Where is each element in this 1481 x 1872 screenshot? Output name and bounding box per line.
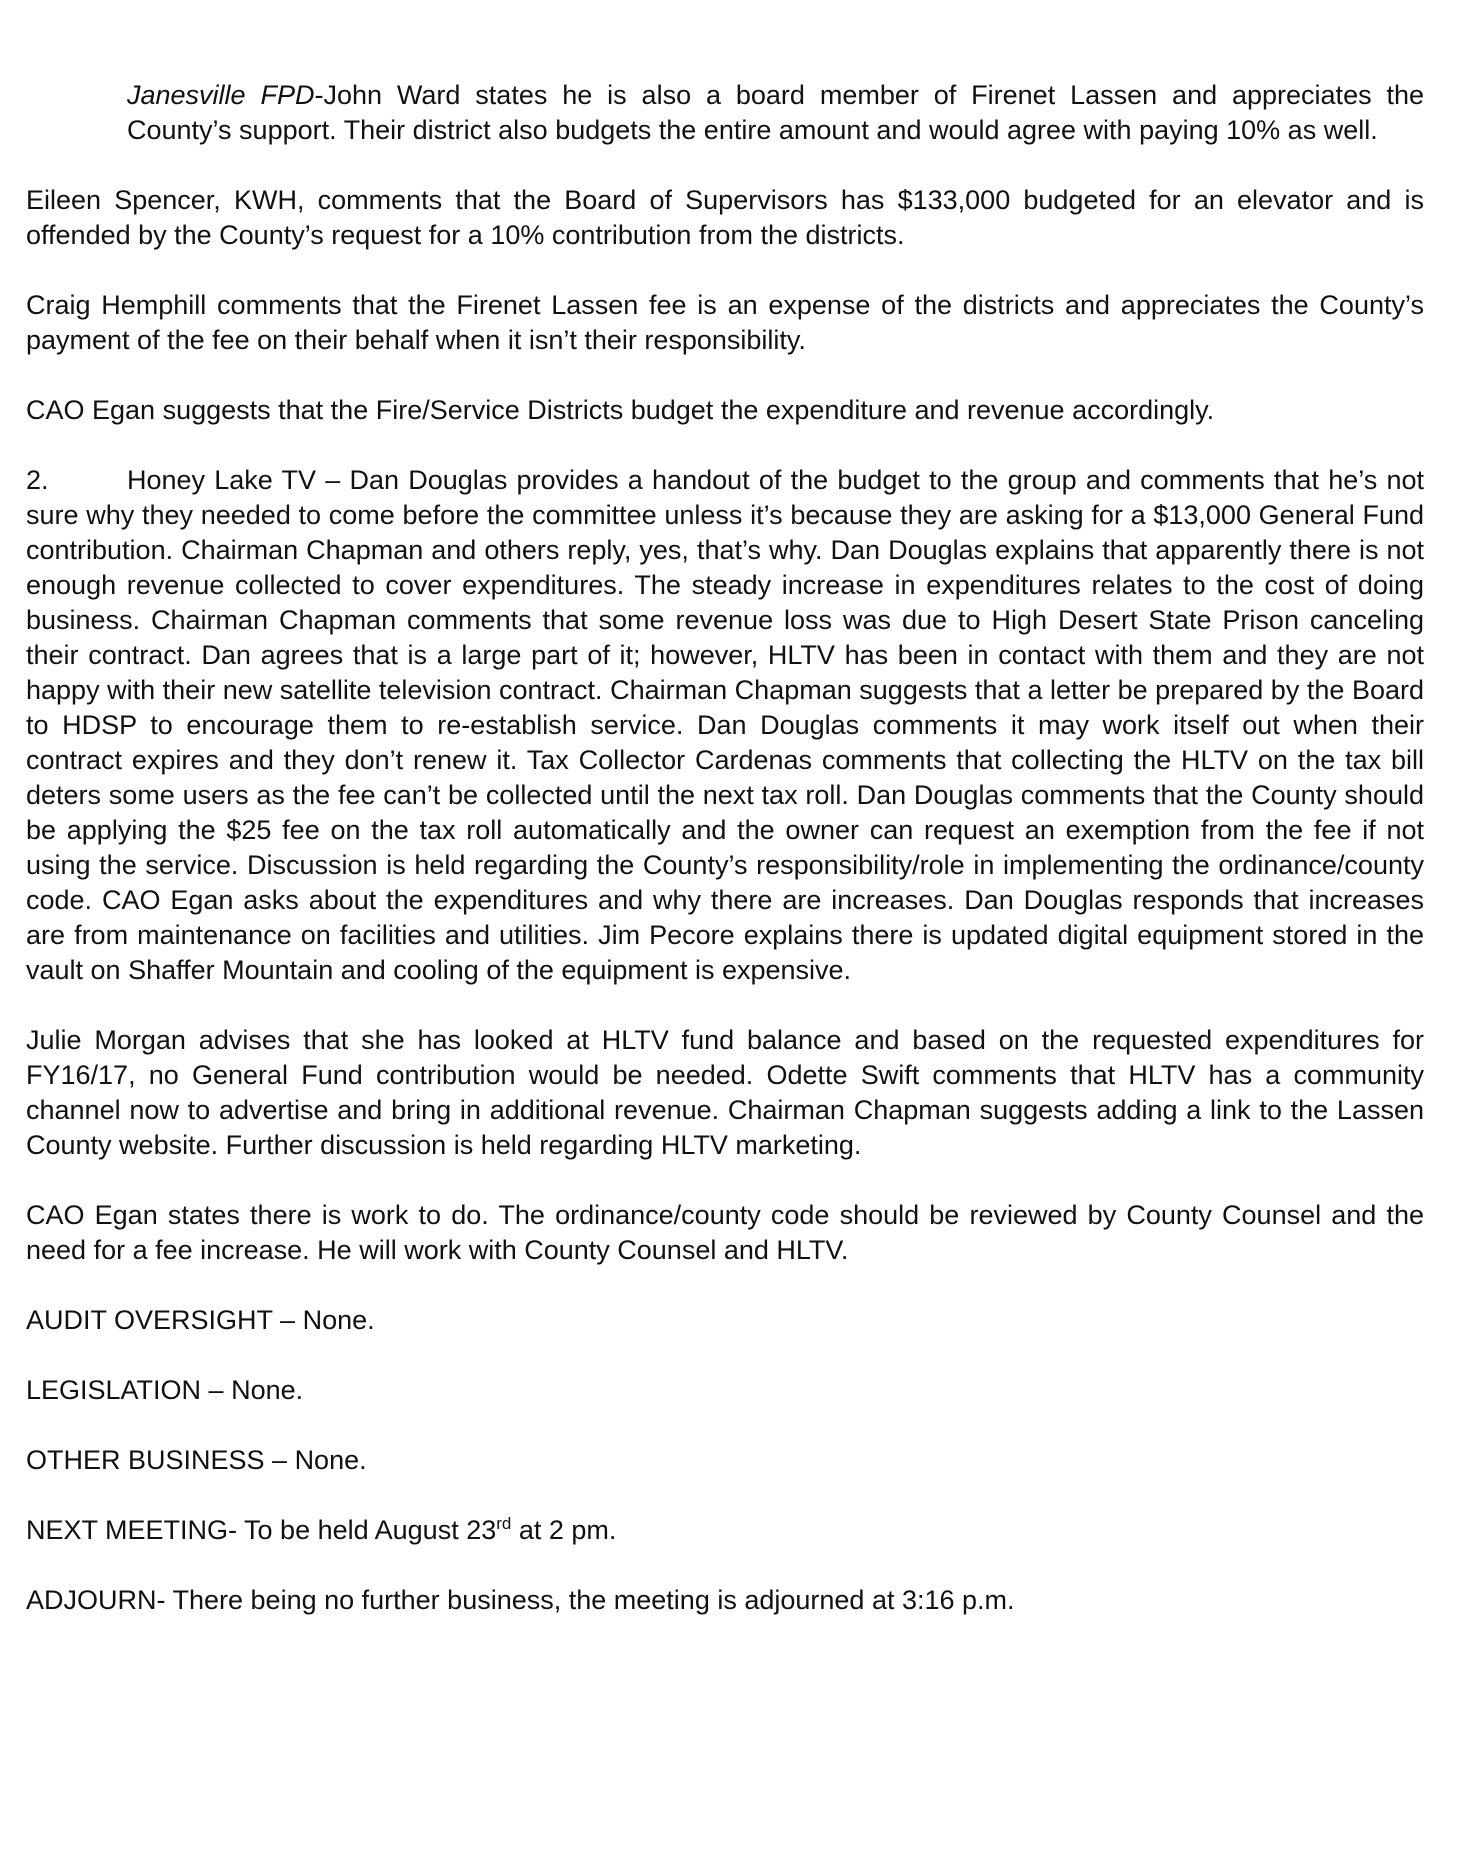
other-business-line: OTHER BUSINESS – None.	[26, 1445, 367, 1475]
legislation-line: LEGISLATION – None.	[26, 1375, 304, 1405]
spencer-paragraph: Eileen Spencer, KWH, comments that the Board of Supervisors has $133,000 budgeted for an elevator and is offended by the County’s request for a 10% contribution from the districts.	[26, 185, 1424, 250]
item-2-number: 2.	[26, 465, 49, 495]
next-meeting-text: NEXT MEETING- To be held August 23	[26, 1515, 497, 1545]
egan-suggests-paragraph: CAO Egan suggests that the Fire/Service Districts budget the expenditure and revenue accordingly.	[26, 395, 1215, 425]
item-2-paragraph	[26, 463, 1424, 988]
janesville-fpd-paragraph	[127, 78, 1424, 148]
next-meeting-time: at 2 pm.	[511, 1515, 617, 1545]
next-meeting-ordinal-suffix: rd	[496, 1514, 512, 1533]
janesville-fpd-label: Janesville FPD	[127, 80, 315, 110]
adjourn-line: ADJOURN- There being no further business, the meeting is adjourned at 3:16 p.m.	[26, 1585, 1015, 1615]
egan-work-paragraph: CAO Egan states there is work to do. The ordinance/county code should be reviewed by County Counsel and the need for a fee increase. He will work with County Counsel and HLTV.	[26, 1200, 1424, 1265]
hemphill-paragraph: Craig Hemphill comments that the Firenet Lassen fee is an expense of the districts and appreciates the County’s payment of the fee on their behalf when it isn’t their responsibility.	[26, 290, 1424, 355]
minutes-page	[26, 78, 1424, 1653]
next-meeting-line	[26, 1513, 1424, 1548]
audit-oversight-line: AUDIT OVERSIGHT – None.	[26, 1305, 375, 1335]
janesville-fpd-text: -John Ward states he is also a board member of Firenet Lassen and appreciates the County’s support. Their district also budgets the entire amount and would agree with paying 10% as well.	[127, 80, 1425, 145]
item-2-text: Honey Lake TV – Dan Douglas provides a handout of the budget to the group and comments that he’s not sure why they needed to come before the committee unless it’s because they are asking for a $13,000 General Fund contribution. Chairman Chapman and others reply, yes, that’s why. Dan Douglas explains that apparently there is not enough revenue collected to cover expenditures. The steady increase in expenditures relates to the cost of doing business. Chairman Chapman comments that some revenue loss was due to High Desert State Prison canceling their contract. Dan agrees that is a large part of it; however, HLTV has been in contact with them and they are not happy with their new satellite television contract. Chairman Chapman suggests that a letter be prepared by the Board to HDSP to encourage them to re-establish service. Dan Douglas comments it may work itself out when their contract expires and they don’t renew it. Tax Collector Cardenas comments that collecting the HLTV on the tax bill deters some users as the fee can’t be collected until the next tax roll. Dan Douglas comments that the County should be applying the $25 fee on the tax roll automatically and the owner can request an exemption from the fee if not using the service. Discussion is held regarding the County’s responsibility/role in implementing the ordinance/county code. CAO Egan asks about the expenditures and why there are increases. Dan Douglas responds that increases are from maintenance on facilities and utilities. Jim Pecore explains there is updated digital equipment stored in the vault on Shaffer Mountain and cooling of the equipment is expensive.	[26, 465, 1424, 985]
morgan-paragraph: Julie Morgan advises that she has looked at HLTV fund balance and based on the requested expenditures for FY16/17, no General Fund contribution would be needed. Odette Swift comments that HLTV has a community channel now to advertise and bring in additional revenue. Chairman Chapman suggests adding a link to the Lassen County website. Further discussion is held regarding HLTV marketing.	[26, 1025, 1424, 1160]
